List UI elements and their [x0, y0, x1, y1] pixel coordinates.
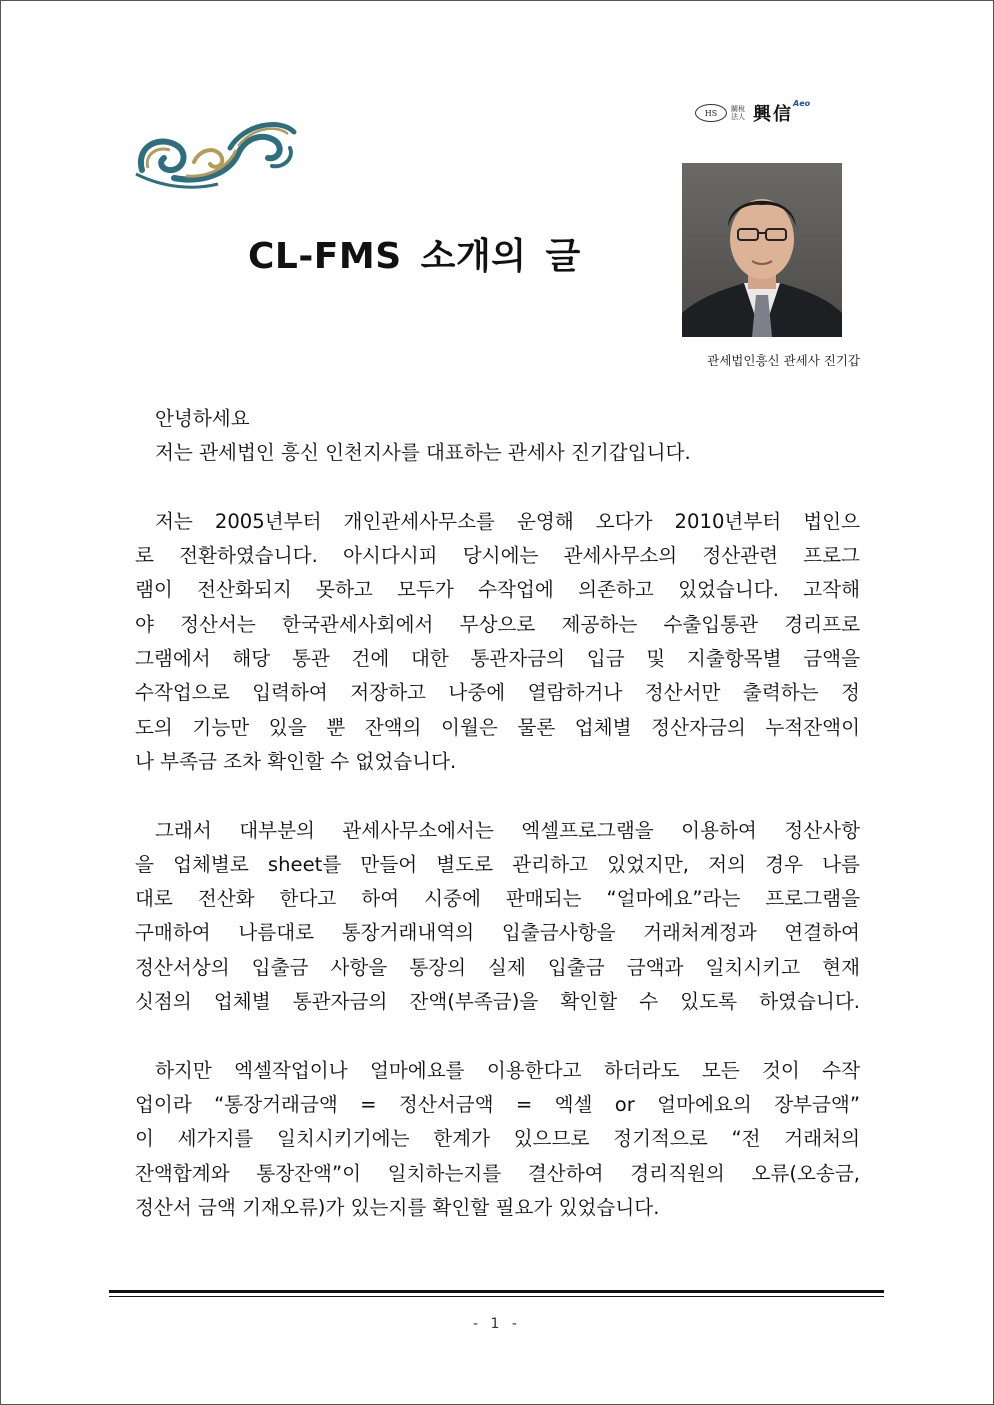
paragraph-line: 저는 2005년부터 개인관세사무소를 운영해 오다가 2010년부터 법인으: [155, 509, 860, 533]
paragraph-line: 업이라 “통장거래금액 = 정산서금액 = 엑셀 or 얼마에요의 장부금액”: [135, 1092, 860, 1116]
hs-badge: HS: [695, 104, 727, 122]
document-title: CL-FMS 소개의 글: [248, 236, 581, 277]
paragraph-line: 도의 기능만 있을 뿐 잔액의 이월은 물론 업체별 정산자금의 누적잔액이: [135, 715, 860, 739]
paragraph-line: 수작업으로 입력하여 저장하고 나중에 열람하거나 정산서만 출력하는 정: [135, 681, 860, 705]
paragraph-line: 야 정산서는 한국관세사회에서 무상으로 제공하는 수출입통관 경리프로: [135, 612, 860, 636]
paragraph-line: 로 전환하였습니다. 아시다시피 당시에는 관세사무소의 정산관련 프로그: [135, 544, 860, 568]
decorative-ornament: [134, 118, 300, 190]
logo-aeo-mark: Aeo: [793, 98, 811, 108]
greeting-line: 저는 관세법인 흥신 인천지사를 대표하는 관세사 진기갑입니다.: [155, 441, 691, 465]
paragraph-line: 대로 전산화 한다고 하여 시중에 판매되는 “얼마에요”라는 프로그램을: [135, 887, 860, 911]
paragraph-line: 나 부족금 조차 확인할 수 없었습니다.: [135, 749, 457, 773]
paragraph-line: 싯점의 업체별 통관자금의 잔액(부족금)을 확인할 수 있도록 하였습니다.: [135, 990, 860, 1014]
logo-main-text: 興信: [753, 104, 793, 125]
footer-rule-thin: [109, 1296, 884, 1297]
paragraph-line: 그래서 대부분의 관세사무소에서는 엑셀프로그램을 이용하여 정산사항: [155, 818, 860, 842]
footer-rule-thick: [109, 1290, 884, 1293]
company-logo: [695, 100, 814, 126]
paragraph-line: 램이 전산화되지 못하고 모두가 수작업에 의존하고 있었습니다. 고작해: [135, 578, 860, 602]
logo-small-text: 關稅法人: [731, 105, 745, 121]
paragraph-line: 정산서상의 입출금 사항을 통장의 실제 입출금 금액과 일치시키고 현재: [135, 955, 860, 979]
paragraph-line: 정산서 금액 기재오류)가 있는지를 확인할 필요가 있었습니다.: [135, 1195, 660, 1219]
paragraph-line: 그램에서 해당 통관 건에 대한 통관자금의 입금 및 지출항목별 금액을: [135, 647, 860, 671]
paragraph-line: 하지만 엑셀작업이나 얼마에요를 이용한다고 하더라도 모든 것이 수작: [155, 1058, 860, 1082]
greeting-line: 안녕하세요: [155, 407, 250, 430]
photo-caption: 관세법인흥신 관세사 진기갑: [707, 353, 860, 368]
portrait-photo: [682, 163, 842, 337]
paragraph-line: 구매하여 나름대로 통장거래내역의 입출금사항을 거래처계정과 연결하여: [135, 921, 860, 945]
page-number: - 1 -: [473, 1316, 521, 1332]
paragraph-line: 이 세가지를 일치시키기에는 한계가 있으므로 정기적으로 “전 거래처의: [135, 1127, 860, 1151]
paragraph-line: 잔액합계와 통장잔액”이 일치하는지를 결산하여 경리직원의 오류(오송금,: [135, 1161, 860, 1185]
body-text: [135, 402, 860, 1225]
paragraph-line: 을 업체별로 sheet를 만들어 별도로 관리하고 있었지만, 저의 경우 나름: [135, 852, 860, 876]
